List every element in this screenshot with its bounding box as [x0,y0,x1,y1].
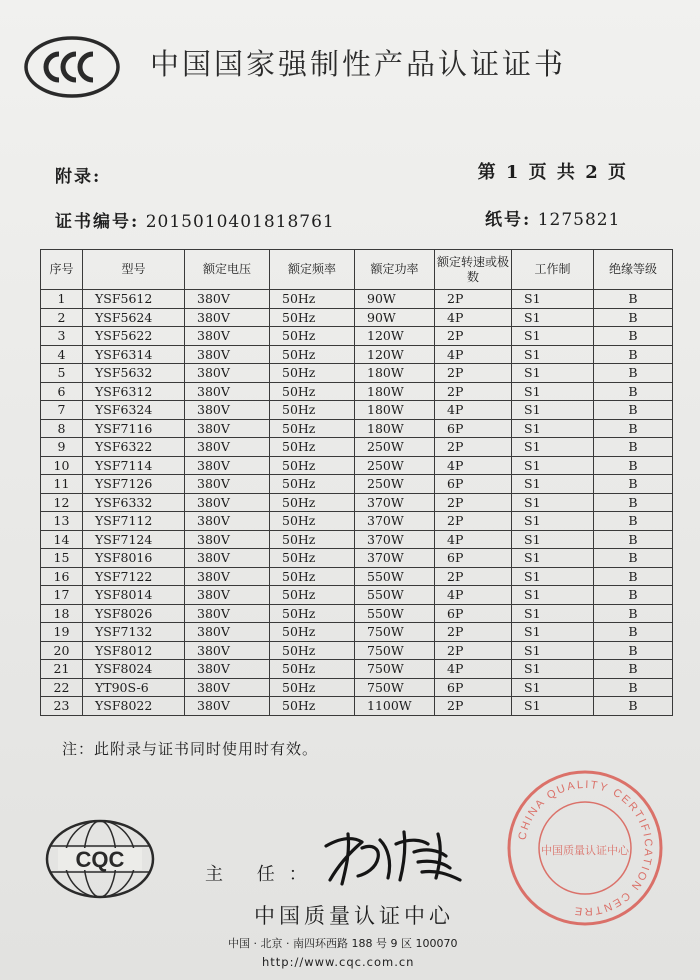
cell-insulation: B [594,512,673,531]
cell-power: 180W [355,382,435,401]
cell-power: 550W [355,586,435,605]
table-row [41,697,673,716]
cell-model: YSF7126 [83,475,185,494]
table-row [41,623,673,642]
cell-insulation: B [594,530,673,549]
col-header-power: 额定功率 [355,250,435,290]
col-header-index: 序号 [41,250,83,290]
cell-duty: S1 [512,641,594,660]
cell-voltage: 380V [185,586,270,605]
cell-model: YSF6314 [83,345,185,364]
cell-power: 90W [355,290,435,309]
cell-duty: S1 [512,567,594,586]
cell-speed-poles: 2P [435,290,512,309]
cell-index: 16 [41,567,83,586]
cell-model: YSF5622 [83,327,185,346]
cell-speed-poles: 2P [435,327,512,346]
col-header-model: 型号 [83,250,185,290]
cell-frequency: 50Hz [270,567,355,586]
page-info: 第 1 页 共 2 页 [477,162,628,183]
table-row [41,401,673,420]
cell-duty: S1 [512,604,594,623]
cell-speed-poles: 6P [435,678,512,697]
cell-frequency: 50Hz [270,549,355,568]
cell-power: 250W [355,438,435,457]
cell-insulation: B [594,623,673,642]
certificate-number: 2015010401818761 [145,212,335,232]
cell-power: 750W [355,623,435,642]
cell-index: 21 [41,660,83,679]
cell-insulation: B [594,401,673,420]
cell-voltage: 380V [185,345,270,364]
cell-insulation: B [594,697,673,716]
cell-speed-poles: 4P [435,308,512,327]
official-seal [505,768,665,928]
cell-index: 11 [41,475,83,494]
cell-speed-poles: 4P [435,456,512,475]
cell-frequency: 50Hz [270,290,355,309]
cell-frequency: 50Hz [270,345,355,364]
cell-speed-poles: 6P [435,604,512,623]
cell-duty: S1 [512,475,594,494]
cell-index: 1 [41,290,83,309]
table-row [41,586,673,605]
cell-speed-poles: 4P [435,660,512,679]
table-row [41,493,673,512]
cell-index: 2 [41,308,83,327]
cell-power: 750W [355,660,435,679]
cell-insulation: B [594,382,673,401]
cell-power: 370W [355,549,435,568]
cell-power: 180W [355,419,435,438]
cell-power: 180W [355,401,435,420]
appendix-label: 附录: [55,167,102,187]
cell-speed-poles: 4P [435,530,512,549]
certificate-number-label: 证书编号: [55,212,140,232]
table-row [41,604,673,623]
cell-voltage: 380V [185,438,270,457]
cell-power: 180W [355,364,435,383]
cell-insulation: B [594,660,673,679]
cell-power: 90W [355,308,435,327]
table-row [41,530,673,549]
paper-number: 1275821 [537,210,621,230]
cell-frequency: 50Hz [270,382,355,401]
cell-insulation: B [594,493,673,512]
cell-duty: S1 [512,327,594,346]
cell-duty: S1 [512,290,594,309]
cell-model: YSF8016 [83,549,185,568]
cell-voltage: 380V [185,493,270,512]
cell-insulation: B [594,475,673,494]
cell-voltage: 380V [185,401,270,420]
cell-model: YSF6324 [83,401,185,420]
cell-voltage: 380V [185,697,270,716]
table-row [41,419,673,438]
cell-duty: S1 [512,456,594,475]
cell-speed-poles: 2P [435,364,512,383]
col-header-voltage: 额定电压 [185,250,270,290]
cell-speed-poles: 2P [435,641,512,660]
cell-insulation: B [594,327,673,346]
seal-inner-text: 中国质量认证中心 [541,844,629,857]
cell-index: 3 [41,327,83,346]
cell-voltage: 380V [185,567,270,586]
cell-duty: S1 [512,623,594,642]
cell-voltage: 380V [185,327,270,346]
cell-index: 13 [41,512,83,531]
cell-model: YSF8014 [83,586,185,605]
cell-voltage: 380V [185,623,270,642]
cell-insulation: B [594,567,673,586]
ccc-logo [24,36,120,98]
cell-frequency: 50Hz [270,364,355,383]
table-row [41,456,673,475]
table-row [41,364,673,383]
cell-frequency: 50Hz [270,327,355,346]
cell-voltage: 380V [185,475,270,494]
table-row [41,290,673,309]
director-label: 主 任： [205,864,321,885]
cell-insulation: B [594,604,673,623]
paper-number-label: 纸号: [485,210,532,230]
cell-insulation: B [594,678,673,697]
validity-note: 注：此附录与证书同时使用时有效。 [62,740,319,758]
table-row [41,382,673,401]
cell-speed-poles: 6P [435,419,512,438]
organization-address: 中国 · 北京 · 南四环西路 188 号 9 区 100070 [228,937,458,950]
cell-model: YSF7132 [83,623,185,642]
cell-speed-poles: 2P [435,697,512,716]
cell-power: 370W [355,493,435,512]
cell-power: 750W [355,641,435,660]
table-row [41,438,673,457]
cell-speed-poles: 2P [435,493,512,512]
cell-index: 22 [41,678,83,697]
cell-power: 550W [355,567,435,586]
cell-frequency: 50Hz [270,530,355,549]
cell-index: 18 [41,604,83,623]
cell-insulation: B [594,586,673,605]
cell-duty: S1 [512,530,594,549]
cell-frequency: 50Hz [270,641,355,660]
cell-index: 19 [41,623,83,642]
col-header-insulation: 绝缘等级 [594,250,673,290]
cell-index: 4 [41,345,83,364]
cell-index: 12 [41,493,83,512]
certificate-title: 中国国家强制性产品认证证书 [150,47,567,81]
cell-index: 14 [41,530,83,549]
table-row [41,549,673,568]
cell-speed-poles: 2P [435,623,512,642]
cell-voltage: 380V [185,290,270,309]
cell-power: 370W [355,530,435,549]
cell-voltage: 380V [185,308,270,327]
cell-duty: S1 [512,678,594,697]
cell-frequency: 50Hz [270,475,355,494]
cell-speed-poles: 6P [435,549,512,568]
cell-model: YSF5632 [83,364,185,383]
cell-index: 7 [41,401,83,420]
cell-insulation: B [594,549,673,568]
cell-duty: S1 [512,419,594,438]
cell-index: 10 [41,456,83,475]
cell-speed-poles: 2P [435,512,512,531]
table-row [41,678,673,697]
cell-insulation: B [594,345,673,364]
cell-voltage: 380V [185,660,270,679]
cell-speed-poles: 4P [435,345,512,364]
cell-model: YSF6322 [83,438,185,457]
cell-duty: S1 [512,401,594,420]
cell-frequency: 50Hz [270,660,355,679]
cell-voltage: 380V [185,364,270,383]
organization-website: http://www.cqc.com.cn [262,955,415,969]
cell-power: 550W [355,604,435,623]
seal-outer-text: CHINA QUALITY CERTIFICATION CENTRE [516,778,655,918]
cell-voltage: 380V [185,549,270,568]
cell-voltage: 380V [185,512,270,531]
cqc-logo-text: CQC [75,847,125,872]
cell-frequency: 50Hz [270,419,355,438]
cell-frequency: 50Hz [270,697,355,716]
cell-speed-poles: 2P [435,438,512,457]
table-row [41,475,673,494]
cell-duty: S1 [512,549,594,568]
cell-model: YSF8012 [83,641,185,660]
cell-voltage: 380V [185,530,270,549]
col-header-speed-poles: 额定转速或极数 [435,250,512,290]
cell-frequency: 50Hz [270,493,355,512]
cell-index: 17 [41,586,83,605]
cell-speed-poles: 2P [435,382,512,401]
paper-number-line [485,205,620,230]
table-row [41,308,673,327]
cell-insulation: B [594,641,673,660]
cell-frequency: 50Hz [270,308,355,327]
cell-index: 5 [41,364,83,383]
col-header-duty: 工作制 [512,250,594,290]
cell-model: YSF8022 [83,697,185,716]
cell-frequency: 50Hz [270,512,355,531]
cell-insulation: B [594,419,673,438]
cell-frequency: 50Hz [270,623,355,642]
cell-speed-poles: 4P [435,586,512,605]
cell-frequency: 50Hz [270,456,355,475]
cell-frequency: 50Hz [270,604,355,623]
cell-model: YSF5612 [83,290,185,309]
table-body [41,290,673,716]
cell-index: 6 [41,382,83,401]
table-header-row [41,250,673,290]
cell-model: YSF8024 [83,660,185,679]
cell-index: 8 [41,419,83,438]
table-row [41,641,673,660]
cell-voltage: 380V [185,604,270,623]
cell-insulation: B [594,308,673,327]
cell-duty: S1 [512,660,594,679]
table-row [41,567,673,586]
cell-power: 250W [355,475,435,494]
cell-voltage: 380V [185,419,270,438]
cell-insulation: B [594,290,673,309]
cell-duty: S1 [512,345,594,364]
table-row [41,327,673,346]
cell-power: 1100W [355,697,435,716]
cell-model: YT90S-6 [83,678,185,697]
cqc-logo [44,818,156,900]
table-row [41,345,673,364]
cell-duty: S1 [512,308,594,327]
cell-voltage: 380V [185,456,270,475]
cell-frequency: 50Hz [270,586,355,605]
certificate-number-line [55,207,335,232]
cell-model: YSF7116 [83,419,185,438]
cell-duty: S1 [512,697,594,716]
cell-voltage: 380V [185,641,270,660]
cell-model: YSF6332 [83,493,185,512]
cell-duty: S1 [512,438,594,457]
cell-index: 20 [41,641,83,660]
table-row [41,660,673,679]
table-row [41,512,673,531]
cell-insulation: B [594,364,673,383]
cell-index: 9 [41,438,83,457]
director-signature [318,818,468,888]
cell-power: 370W [355,512,435,531]
cell-voltage: 380V [185,678,270,697]
col-header-frequency: 额定频率 [270,250,355,290]
cell-duty: S1 [512,493,594,512]
cell-model: YSF7114 [83,456,185,475]
cell-speed-poles: 2P [435,567,512,586]
cell-insulation: B [594,438,673,457]
cell-model: YSF6312 [83,382,185,401]
cell-index: 15 [41,549,83,568]
cell-voltage: 380V [185,382,270,401]
cell-insulation: B [594,456,673,475]
cell-power: 250W [355,456,435,475]
product-table [40,249,673,716]
cell-duty: S1 [512,586,594,605]
organization-name: 中国质量认证中心 [254,904,454,928]
cell-power: 750W [355,678,435,697]
cell-power: 120W [355,345,435,364]
cell-model: YSF5624 [83,308,185,327]
cell-power: 120W [355,327,435,346]
cell-model: YSF7112 [83,512,185,531]
cell-speed-poles: 6P [435,475,512,494]
cell-model: YSF8026 [83,604,185,623]
cell-index: 23 [41,697,83,716]
cell-model: YSF7124 [83,530,185,549]
cell-duty: S1 [512,364,594,383]
cell-model: YSF7122 [83,567,185,586]
cell-frequency: 50Hz [270,678,355,697]
cell-duty: S1 [512,512,594,531]
cell-frequency: 50Hz [270,401,355,420]
cell-duty: S1 [512,382,594,401]
cell-speed-poles: 4P [435,401,512,420]
cell-frequency: 50Hz [270,438,355,457]
